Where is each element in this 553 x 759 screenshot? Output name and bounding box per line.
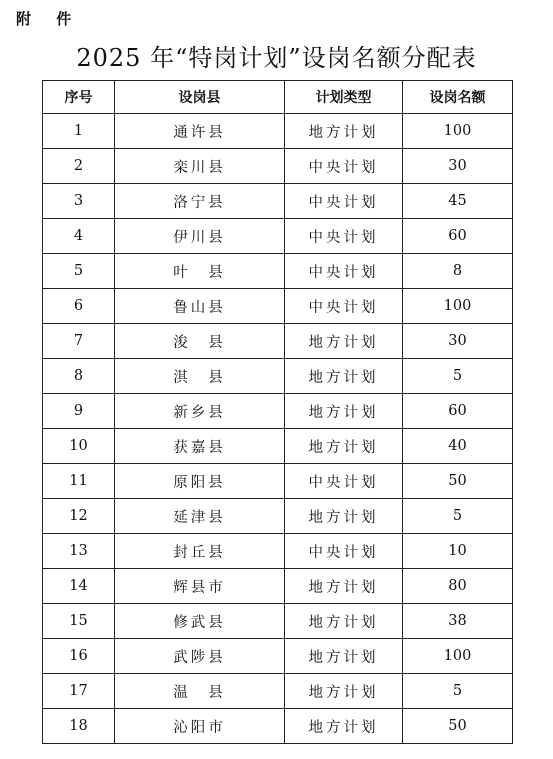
cell-plan-type: 地方计划 bbox=[285, 604, 403, 639]
cell-index: 1 bbox=[43, 114, 115, 149]
table-row bbox=[43, 324, 513, 359]
cell-county: 伊川县 bbox=[115, 219, 285, 254]
cell-county: 鲁山县 bbox=[115, 289, 285, 324]
cell-quota: 5 bbox=[403, 674, 513, 709]
cell-index: 16 bbox=[43, 639, 115, 674]
cell-index: 4 bbox=[43, 219, 115, 254]
cell-county: 洛宁县 bbox=[115, 184, 285, 219]
cell-index: 14 bbox=[43, 569, 115, 604]
cell-plan-type: 中央计划 bbox=[285, 149, 403, 184]
cell-quota: 50 bbox=[403, 709, 513, 744]
table-row bbox=[43, 184, 513, 219]
cell-index: 12 bbox=[43, 499, 115, 534]
cell-quota: 100 bbox=[403, 639, 513, 674]
cell-county: 淇 县 bbox=[115, 359, 285, 394]
quota-table bbox=[42, 80, 513, 744]
cell-plan-type: 地方计划 bbox=[285, 674, 403, 709]
table-row bbox=[43, 289, 513, 324]
cell-quota: 38 bbox=[403, 604, 513, 639]
table-row bbox=[43, 219, 513, 254]
table-row bbox=[43, 359, 513, 394]
table-row bbox=[43, 569, 513, 604]
cell-county: 叶 县 bbox=[115, 254, 285, 289]
cell-quota: 40 bbox=[403, 429, 513, 464]
cell-plan-type: 地方计划 bbox=[285, 569, 403, 604]
cell-index: 2 bbox=[43, 149, 115, 184]
cell-county: 封丘县 bbox=[115, 534, 285, 569]
cell-county: 新乡县 bbox=[115, 394, 285, 429]
table-row bbox=[43, 114, 513, 149]
table-row bbox=[43, 674, 513, 709]
column-header-plan-type: 计划类型 bbox=[285, 81, 403, 114]
cell-county: 辉县市 bbox=[115, 569, 285, 604]
cell-plan-type: 中央计划 bbox=[285, 464, 403, 499]
cell-quota: 5 bbox=[403, 359, 513, 394]
cell-index: 7 bbox=[43, 324, 115, 359]
cell-plan-type: 中央计划 bbox=[285, 534, 403, 569]
cell-county: 栾川县 bbox=[115, 149, 285, 184]
cell-plan-type: 地方计划 bbox=[285, 639, 403, 674]
table-row bbox=[43, 499, 513, 534]
cell-index: 9 bbox=[43, 394, 115, 429]
cell-county: 通许县 bbox=[115, 114, 285, 149]
table-row bbox=[43, 429, 513, 464]
cell-plan-type: 地方计划 bbox=[285, 114, 403, 149]
attachment-label: 附 件 bbox=[16, 10, 82, 28]
cell-plan-type: 中央计划 bbox=[285, 184, 403, 219]
cell-plan-type: 中央计划 bbox=[285, 254, 403, 289]
cell-county: 修武县 bbox=[115, 604, 285, 639]
cell-plan-type: 地方计划 bbox=[285, 499, 403, 534]
cell-county: 延津县 bbox=[115, 499, 285, 534]
cell-county: 温 县 bbox=[115, 674, 285, 709]
table-row bbox=[43, 639, 513, 674]
table-row bbox=[43, 709, 513, 744]
cell-plan-type: 地方计划 bbox=[285, 429, 403, 464]
table-row bbox=[43, 604, 513, 639]
table-body bbox=[43, 114, 513, 744]
cell-index: 6 bbox=[43, 289, 115, 324]
cell-quota: 50 bbox=[403, 464, 513, 499]
cell-county: 原阳县 bbox=[115, 464, 285, 499]
cell-quota: 30 bbox=[403, 324, 513, 359]
cell-index: 11 bbox=[43, 464, 115, 499]
table-header-row bbox=[43, 81, 513, 114]
cell-quota: 5 bbox=[403, 499, 513, 534]
cell-quota: 100 bbox=[403, 114, 513, 149]
table-row bbox=[43, 464, 513, 499]
cell-index: 18 bbox=[43, 709, 115, 744]
table-row bbox=[43, 149, 513, 184]
page-title: 2025 年“特岗计划”设岗名额分配表 bbox=[76, 44, 477, 72]
table-row bbox=[43, 534, 513, 569]
table-row bbox=[43, 394, 513, 429]
cell-county: 沁阳市 bbox=[115, 709, 285, 744]
cell-quota: 10 bbox=[403, 534, 513, 569]
column-header-county: 设岗县 bbox=[115, 81, 285, 114]
column-header-quota: 设岗名额 bbox=[403, 81, 513, 114]
cell-index: 5 bbox=[43, 254, 115, 289]
cell-plan-type: 地方计划 bbox=[285, 324, 403, 359]
cell-county: 武陟县 bbox=[115, 639, 285, 674]
cell-quota: 8 bbox=[403, 254, 513, 289]
column-header-index: 序号 bbox=[43, 81, 115, 114]
cell-plan-type: 中央计划 bbox=[285, 289, 403, 324]
cell-plan-type: 地方计划 bbox=[285, 359, 403, 394]
cell-county: 获嘉县 bbox=[115, 429, 285, 464]
cell-quota: 100 bbox=[403, 289, 513, 324]
cell-index: 3 bbox=[43, 184, 115, 219]
cell-index: 8 bbox=[43, 359, 115, 394]
cell-plan-type: 中央计划 bbox=[285, 219, 403, 254]
cell-quota: 30 bbox=[403, 149, 513, 184]
cell-index: 13 bbox=[43, 534, 115, 569]
cell-plan-type: 地方计划 bbox=[285, 394, 403, 429]
cell-plan-type: 地方计划 bbox=[285, 709, 403, 744]
cell-quota: 60 bbox=[403, 219, 513, 254]
cell-quota: 60 bbox=[403, 394, 513, 429]
cell-index: 10 bbox=[43, 429, 115, 464]
cell-quota: 45 bbox=[403, 184, 513, 219]
cell-county: 浚 县 bbox=[115, 324, 285, 359]
cell-index: 17 bbox=[43, 674, 115, 709]
table-row bbox=[43, 254, 513, 289]
cell-index: 15 bbox=[43, 604, 115, 639]
cell-quota: 80 bbox=[403, 569, 513, 604]
